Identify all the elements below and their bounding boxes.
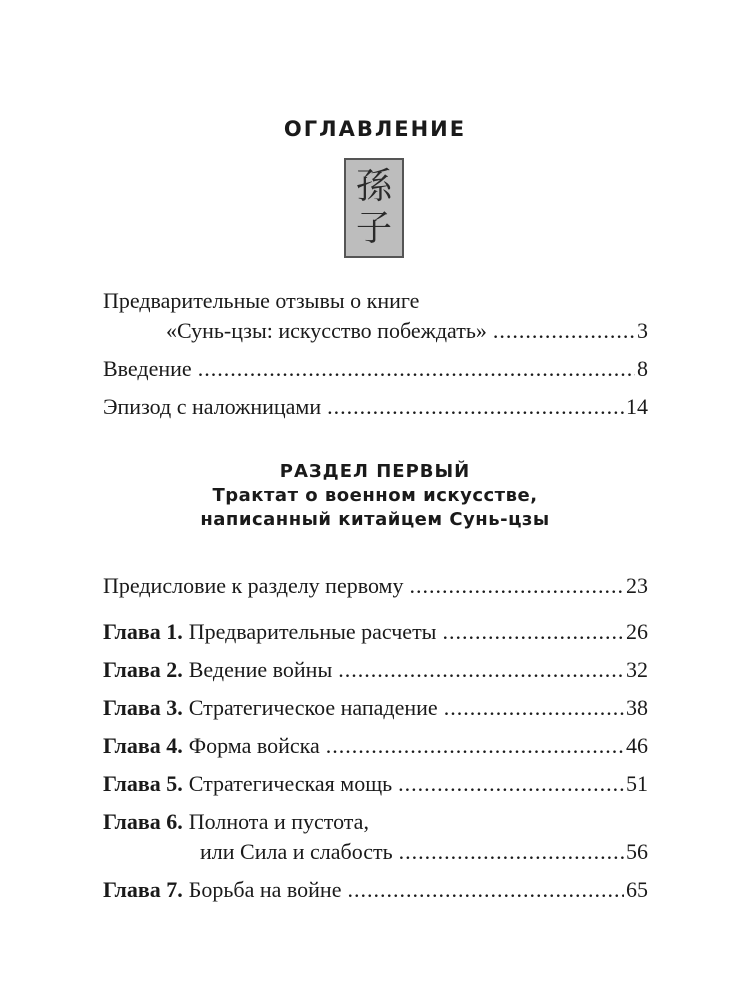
chapter-number: Глава 5.: [103, 771, 183, 796]
leader-dots: [327, 394, 624, 420]
toc-entry-chapter-6: [200, 839, 648, 865]
toc-entry-preface: [103, 573, 648, 599]
toc-page-number: 38: [626, 695, 648, 720]
toc-entry-label: Введение: [103, 356, 192, 381]
toc-page-number: 65: [626, 877, 648, 902]
chapter-title: Стратегическая мощь: [188, 771, 393, 796]
leader-dots: [398, 771, 624, 797]
chapter-title: Стратегическое нападение: [188, 695, 438, 720]
page-title: ОГЛАВЛЕНИЕ: [283, 117, 467, 141]
leader-dots: [347, 877, 624, 903]
toc-page-number: 51: [626, 771, 648, 796]
leader-dots: [399, 839, 624, 865]
toc-entry-introduction: [103, 356, 648, 382]
leader-dots: [338, 657, 624, 683]
section-heading: [0, 460, 750, 532]
chapter-title-line1: Полнота и пустота,: [188, 809, 369, 834]
leader-dots: [326, 733, 624, 759]
toc-entry-label: Предисловие к разделу первому: [103, 573, 404, 598]
toc-page-number: 26: [626, 619, 648, 644]
section-title-line1: Трактат о военном искусстве,: [212, 485, 538, 506]
toc-page-number: 32: [626, 657, 648, 682]
chapter-number: Глава 3.: [103, 695, 183, 720]
toc-entry-chapter-2: [103, 657, 648, 683]
seal-char-zi: 子: [355, 208, 392, 249]
chapter-title: Предварительные расчеты: [188, 619, 437, 644]
toc-page-number: 14: [626, 394, 648, 419]
sun-tzu-seal: [344, 158, 404, 258]
toc-page-number: 23: [626, 573, 648, 598]
toc-page-number: 46: [626, 733, 648, 758]
chapter-number: Глава 6.: [103, 809, 183, 834]
toc-entry-reviews-line1: Предварительные отзывы о книге: [103, 288, 420, 313]
section-label: РАЗДЕЛ ПЕРВЫЙ: [279, 461, 471, 482]
leader-dots: [442, 619, 624, 645]
chapter-number: Глава 4.: [103, 733, 183, 758]
chapter-title: Форма войска: [188, 733, 320, 758]
toc-entry-concubines: [103, 394, 648, 420]
leader-dots: [493, 318, 635, 344]
toc-entry-chapter-4: [103, 733, 648, 759]
chapter-number: Глава 7.: [103, 877, 183, 902]
leader-dots: [444, 695, 624, 721]
toc-page-number: 8: [637, 356, 648, 381]
seal-char-sun: 孫: [355, 166, 392, 207]
section-title-line2: написанный китайцем Сунь-цзы: [200, 509, 550, 530]
toc-entry-chapter-6-line1: [103, 809, 369, 835]
chapter-number: Глава 1.: [103, 619, 183, 644]
toc-entry-label: «Сунь-цзы: искусство побеждать»: [166, 318, 487, 343]
toc-page-number: 56: [626, 839, 648, 864]
toc-entry-chapter-7: [103, 877, 648, 903]
chapter-title: Ведение войны: [188, 657, 333, 682]
toc-entry-chapter-5: [103, 771, 648, 797]
chapter-number: Глава 2.: [103, 657, 183, 682]
toc-entry-reviews: [166, 318, 648, 344]
leader-dots: [198, 356, 635, 382]
toc-entry-chapter-3: [103, 695, 648, 721]
chapter-title-line2: или Сила и слабость: [200, 839, 393, 864]
toc-entry-chapter-1: [103, 619, 648, 645]
toc-page-number: 3: [637, 318, 648, 343]
toc-entry-label: Эпизод с наложницами: [103, 394, 322, 419]
leader-dots: [409, 573, 624, 599]
chapter-title: Борьба на войне: [188, 877, 342, 902]
